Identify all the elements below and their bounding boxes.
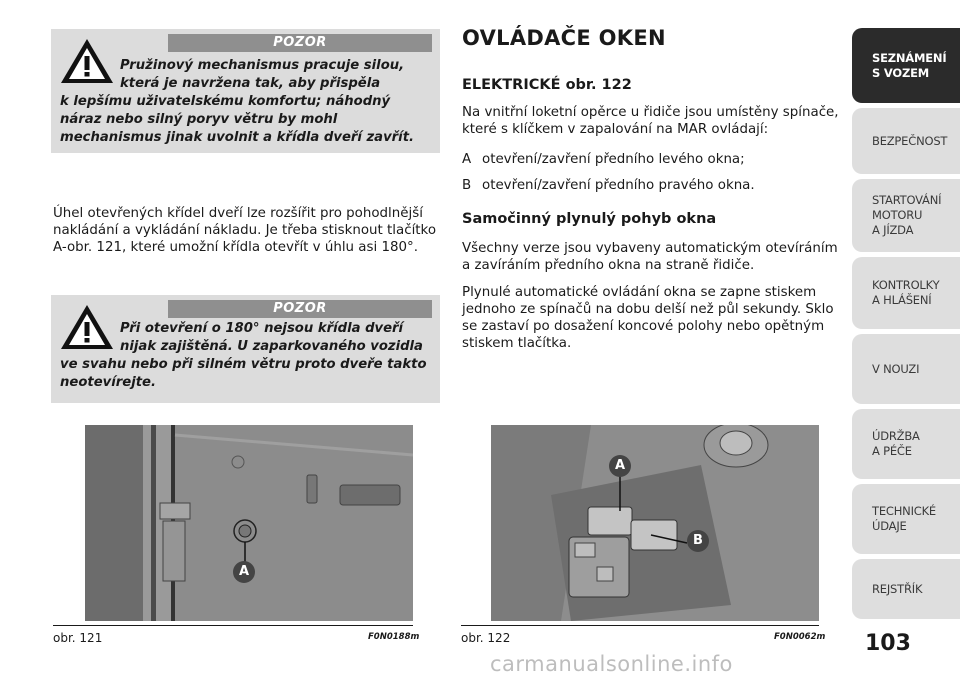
- warning-box-1: [51, 29, 440, 153]
- callout-marker-a: A: [609, 455, 631, 477]
- figure-rule: [461, 625, 819, 626]
- sidebar-tab-label: KONTROLKY: [872, 278, 940, 292]
- figure-code: F0N0188m: [368, 632, 420, 642]
- warning-line: Při otevření o 180° nejsou křídla dveří: [120, 321, 404, 336]
- armrest-illustration: [491, 425, 819, 621]
- body-line: Na vnitřní loketní opěrce u řidiče jsou umístěny spínače,: [462, 105, 839, 120]
- body-line: Úhel otevřených křídel dveří lze rozšířit pro pohodlnější: [53, 206, 423, 221]
- figure-caption: obr. 121: [53, 631, 103, 645]
- subsection-title: ELEKTRICKÉ obr. 122: [462, 77, 632, 93]
- sidebar-tab-label: REJSTŘÍK: [872, 581, 923, 596]
- body-line: a zavíráním předního okna na straně řidiče.: [462, 258, 755, 273]
- figure-121-door-hinge: [85, 425, 413, 621]
- figure-code: F0N0062m: [774, 632, 826, 642]
- sidebar-tab-label: TECHNICKÉ: [872, 504, 936, 518]
- body-line: nakládání a vykládání nákladu. Je třeba stisknout tlačítko: [53, 223, 437, 238]
- figure-rule: [53, 625, 413, 626]
- figure-122-window-switches: [491, 425, 819, 621]
- warning-triangle-icon: [59, 303, 115, 351]
- warning-box-2: [51, 295, 440, 403]
- warning-line: která je navržena tak, aby přispěla: [120, 76, 381, 91]
- callout-marker-b: B: [687, 530, 709, 552]
- sidebar-tab-label: SEZNÁMENÍ: [872, 50, 947, 65]
- list-item-key: A: [462, 152, 472, 167]
- door-illustration: [85, 425, 413, 621]
- warning-triangle-icon: [59, 37, 115, 85]
- body-line: které s klíčkem v zapalování na MAR ovládají:: [462, 122, 769, 137]
- sidebar-tab-label: V NOUZI: [872, 361, 920, 376]
- sidebar-tab-v-nouzi[interactable]: [852, 334, 960, 404]
- subsection-title: Samočinný plynulý pohyb okna: [462, 211, 717, 227]
- page-number: 103: [865, 631, 911, 656]
- body-line: Plynulé automatické ovládání okna se zapne stiskem: [462, 285, 817, 300]
- warning-line: neotevírejte.: [60, 375, 156, 390]
- figure-caption: obr. 122: [461, 631, 511, 645]
- sidebar-tab-label: BEZPEČNOST: [872, 133, 948, 148]
- sidebar-tab-technicke[interactable]: [852, 484, 960, 554]
- sidebar-tab-label: STARTOVÁNÍ: [872, 193, 942, 207]
- sidebar-tab-seznameni[interactable]: [852, 28, 960, 103]
- body-line: Všechny verze jsou vybaveny automatickým otevíráním: [462, 241, 838, 256]
- sidebar-tab-label: A JÍZDA: [872, 223, 914, 237]
- warning-line: mechanismus jinak uvolnit a křídla dveří zavřít.: [60, 130, 415, 145]
- warning-line: nijak zajištěná. U zaparkovaného vozidla: [120, 339, 423, 354]
- body-line: se zastaví po dosažení koncové polohy nebo opětným: [462, 319, 825, 334]
- warning-heading: POZOR: [168, 300, 432, 318]
- sidebar-tab-startovani[interactable]: [852, 179, 960, 252]
- list-item-key: B: [462, 178, 472, 193]
- warning-heading: POZOR: [168, 34, 432, 52]
- warning-line: Pružinový mechanismus pracuje silou,: [120, 58, 405, 73]
- body-line: A-obr. 121, které umožní křídla otevřít v úhlu asi 180°.: [53, 240, 418, 255]
- sidebar-tab-udrzba[interactable]: [852, 409, 960, 479]
- sidebar-tab-label: ÚDRŽBA: [872, 429, 920, 443]
- warning-line: k lepšímu uživatelskému komfortu; náhodný: [60, 94, 391, 109]
- section-title: OVLÁDAČE OKEN: [462, 26, 666, 50]
- sidebar-tab-bezpecnost[interactable]: [852, 108, 960, 174]
- warning-line: ve svahu nebo při silném větru proto dveře takto: [60, 357, 427, 372]
- sidebar-tab-label: A PÉČE: [872, 444, 912, 458]
- body-line: jednoho ze spínačů na dobu delší než půl sekundy. Sklo: [462, 302, 834, 317]
- watermark: carmanualsonline.info: [490, 652, 733, 676]
- sidebar-tab-label: A HLÁŠENÍ: [872, 293, 932, 307]
- callout-marker-a: A: [233, 561, 255, 583]
- body-line: stiskem tlačítka.: [462, 336, 572, 351]
- sidebar-tab-label: MOTORU: [872, 208, 923, 222]
- warning-line: náraz nebo silný poryv větru by mohl: [60, 112, 338, 127]
- list-item-text: otevření/zavření předního pravého okna.: [482, 178, 755, 193]
- sidebar-tab-label: S VOZEM: [872, 65, 929, 80]
- sidebar-tab-kontrolky[interactable]: [852, 257, 960, 329]
- sidebar-tab-rejstrik[interactable]: [852, 559, 960, 619]
- list-item-text: otevření/zavření předního levého okna;: [482, 152, 745, 167]
- sidebar-tab-label: ÚDAJE: [872, 519, 907, 533]
